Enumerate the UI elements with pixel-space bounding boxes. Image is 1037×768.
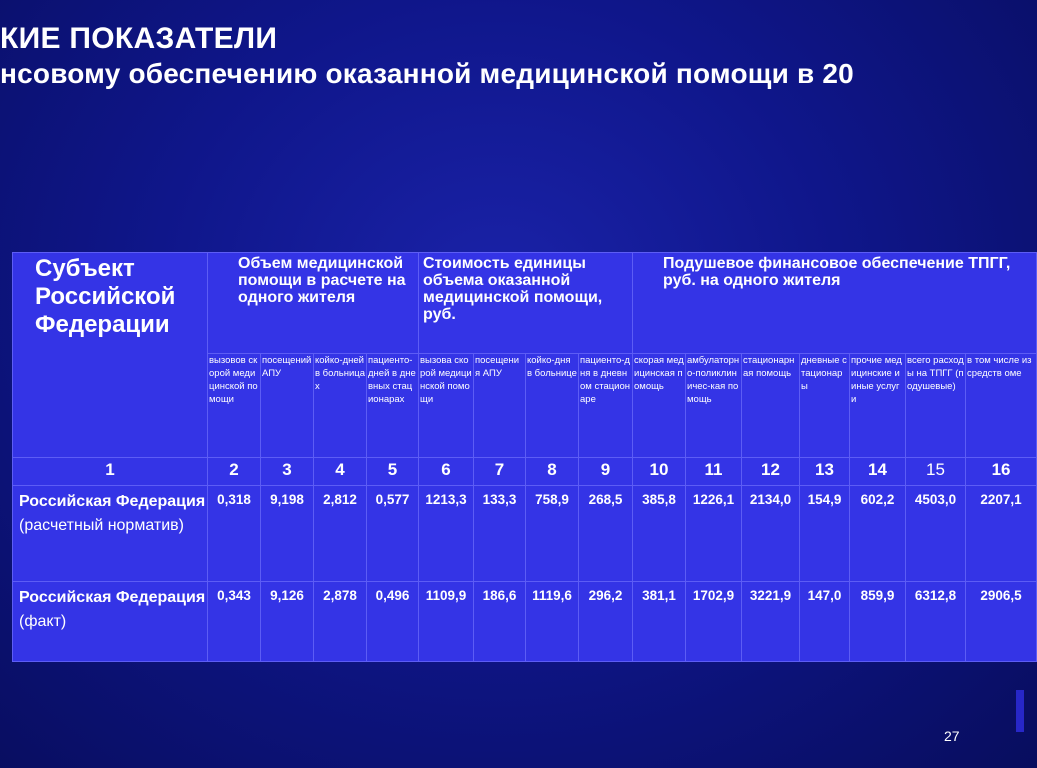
- table-cell: 2906,5: [966, 582, 1037, 662]
- table-cell: 381,1: [633, 582, 686, 662]
- subheader-cell: койко-дня в больнице: [526, 354, 579, 458]
- header-volume: Объем медицинской помощи в расчете на одного жителя: [208, 253, 419, 354]
- table-cell: 6312,8: [906, 582, 966, 662]
- table-cell: 4503,0: [906, 486, 966, 582]
- table-cell: 9,126: [261, 582, 314, 662]
- table-cell: 1213,3: [419, 486, 474, 582]
- table-cell: 0,577: [367, 486, 419, 582]
- row-label-bold: Российская Федерация: [19, 589, 206, 606]
- header-per-capita: Подушевое финансовое обеспечение ТПГГ, руб. на одного жителя: [633, 253, 1037, 354]
- subheader-cell: в том числе из средств оме: [966, 354, 1037, 458]
- table-cell: 268,5: [579, 486, 633, 582]
- table-cell: 1702,9: [686, 582, 742, 662]
- row-label-note: (факт): [19, 613, 67, 630]
- header-unit-cost: Стоимость единицы объема оказанной медицинской помощи, руб.: [419, 253, 633, 354]
- subheader-cell: дневные стационары: [800, 354, 850, 458]
- row-label-bold: Российская Федерация: [19, 493, 206, 510]
- column-number: 13: [800, 458, 850, 486]
- row-label: [13, 582, 208, 662]
- column-number: 2: [208, 458, 261, 486]
- table-cell: 2,878: [314, 582, 367, 662]
- subheader-cell: амбулаторно-поликлиничес-кая помощь: [686, 354, 742, 458]
- table-cell: 758,9: [526, 486, 579, 582]
- column-number-row: [13, 458, 1037, 486]
- table-cell: 1109,9: [419, 582, 474, 662]
- subheader-cell: посещения АПУ: [474, 354, 526, 458]
- title-line-1: КИЕ ПОКАЗАТЕЛИ: [0, 22, 278, 55]
- column-number: 15: [906, 458, 966, 486]
- indicators-table: [12, 252, 1037, 662]
- column-number: 3: [261, 458, 314, 486]
- title-line-2: нсовому обеспечению оказанной медицинской помощи в 20: [0, 58, 854, 89]
- subheader-cell: пациенто-дня в дневном стационаре: [579, 354, 633, 458]
- table-cell: 296,2: [579, 582, 633, 662]
- table-cell: 0,343: [208, 582, 261, 662]
- table-cell: 2134,0: [742, 486, 800, 582]
- slide-title: [0, 20, 1024, 90]
- page-number: 27: [944, 728, 960, 744]
- column-number: 7: [474, 458, 526, 486]
- table-cell: 147,0: [800, 582, 850, 662]
- column-number: 10: [633, 458, 686, 486]
- table-cell: 385,8: [633, 486, 686, 582]
- column-number: 9: [579, 458, 633, 486]
- header-subject: Субъект Российской Федерации: [13, 253, 208, 458]
- column-number: 4: [314, 458, 367, 486]
- table-cell: 186,6: [474, 582, 526, 662]
- table-cell: 1226,1: [686, 486, 742, 582]
- table-cell: 133,3: [474, 486, 526, 582]
- column-number: 1: [13, 458, 208, 486]
- table-cell: 0,318: [208, 486, 261, 582]
- table-cell: 154,9: [800, 486, 850, 582]
- indicators-table-wrapper: [12, 252, 1032, 662]
- table-row: [13, 582, 1037, 662]
- column-number: 8: [526, 458, 579, 486]
- subheader-cell: койко-дней в больницах: [314, 354, 367, 458]
- table-cell: 602,2: [850, 486, 906, 582]
- subheader-cell: пациенто-дней в дневных стационарах: [367, 354, 419, 458]
- column-number: 5: [367, 458, 419, 486]
- table-cell: 9,198: [261, 486, 314, 582]
- column-number: 16: [966, 458, 1037, 486]
- column-number: 14: [850, 458, 906, 486]
- row-label-note: (расчетный норматив): [19, 517, 184, 534]
- column-number: 11: [686, 458, 742, 486]
- row-label: [13, 486, 208, 582]
- column-number: 6: [419, 458, 474, 486]
- header-group-row: [13, 253, 1037, 354]
- table-cell: 2207,1: [966, 486, 1037, 582]
- table-cell: 859,9: [850, 582, 906, 662]
- table-cell: 0,496: [367, 582, 419, 662]
- subheader-cell: скорая медицинская помощь: [633, 354, 686, 458]
- subheader-cell: всего расходы на ТПГГ (подушевые): [906, 354, 966, 458]
- table-row: [13, 486, 1037, 582]
- subheader-cell: посещений АПУ: [261, 354, 314, 458]
- table-cell: 3221,9: [742, 582, 800, 662]
- column-number: 12: [742, 458, 800, 486]
- subheader-cell: вызова скорой медицинской помощи: [419, 354, 474, 458]
- table-cell: 2,812: [314, 486, 367, 582]
- table-cell: 1119,6: [526, 582, 579, 662]
- subheader-cell: прочие медицинские и иные услуги: [850, 354, 906, 458]
- subheader-cell: вызовов скорой медицинской помощи: [208, 354, 261, 458]
- subheader-cell: стационарная помощь: [742, 354, 800, 458]
- edge-decoration: [1016, 690, 1024, 732]
